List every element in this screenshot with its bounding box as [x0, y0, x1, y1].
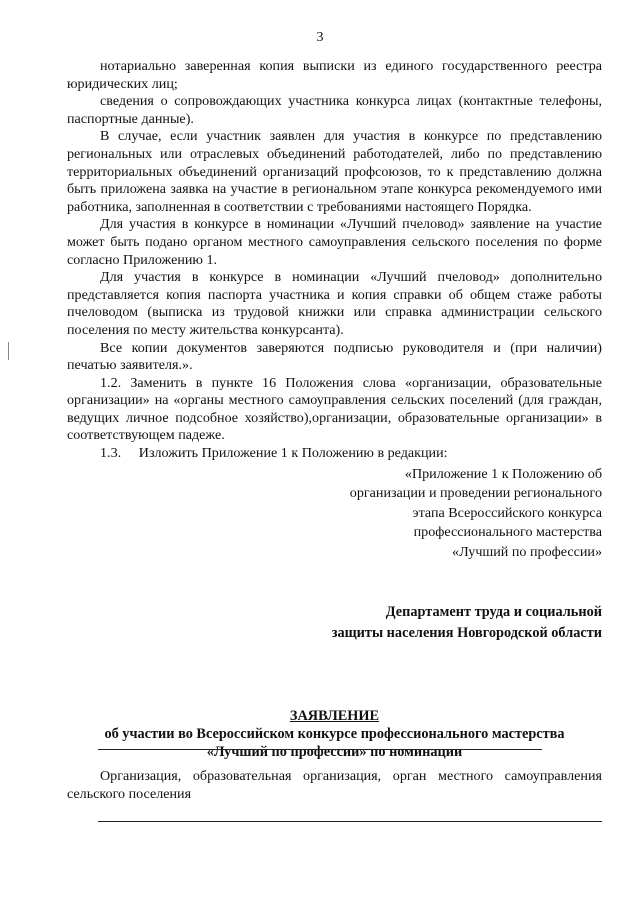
- paragraph-copies-certification: Все копии документов заверяются подписью руководителя и (при наличии) печатью заявителя.».: [67, 339, 602, 374]
- paragraph-beekeeper-documents: Для участия в конкурсе в номинации «Лучший пчеловод» дополнительно представляется копия паспорта участника и копия справки об общем стаже работы пчеловодом (выписка из трудовой книжки или справка администрации сельского поселения по месту жительства конкурсанта).: [67, 269, 602, 338]
- paragraph-item-1-2: 1.2. Заменить в пункте 16 Положения слова «организации, образовательные организации» на «органы местного самоуправления сельских поселений (для граждан, ведущих личное подсобное хозяйство),организации, образовательные организации» в соответствующем падеже.: [67, 374, 602, 444]
- nomination-blank-line: [98, 749, 542, 750]
- organization-blank-line: [98, 821, 602, 822]
- appendix-line: «Лучший по профессии»: [452, 544, 602, 561]
- document-body: [67, 58, 602, 761]
- organization-label: Организация, образовательная организация, орган местного самоуправления сельского поселения: [67, 768, 602, 802]
- statement-heading: [67, 707, 602, 761]
- page-number: 3: [316, 30, 324, 45]
- margin-mark: [8, 342, 9, 360]
- department-line: Департамент труда и социальной: [385, 603, 602, 620]
- paragraph-extract: нотариально заверенная копия выписки из единого государственного реестра юридических лиц;: [67, 58, 602, 92]
- paragraph-employers-submission: В случае, если участник заявлен для участия в конкурсе по представлению региональных или отраслевых объединений работодателей, либо по представлению территориальных объединений организаций профсоюзов, то к представлению должна быть приложена заявка на участие в региональном этапе конкурса рекомендуемого ими работника, заполненная в соответствии с требованиями настоящего Порядка.: [67, 128, 602, 215]
- statement-title: ЗАЯВЛЕНИЕ: [289, 707, 380, 724]
- paragraph-beekeeper-application: Для участия в конкурсе в номинации «Лучший пчеловод» заявление на участие может быть подано органом местного самоуправления сельского поселения по форме согласно Приложению 1.: [67, 216, 602, 268]
- paragraph-companions: сведения о сопровождающих участника конкурса лицах (контактные телефоны, паспортные данные).: [67, 93, 602, 127]
- appendix-line: «Приложение 1 к Положению об: [404, 465, 602, 482]
- organization-field: [67, 768, 602, 803]
- appendix-line: этапа Всероссийского конкурса: [412, 504, 602, 521]
- department-addressee: [67, 602, 602, 644]
- appendix-line: организации и проведении регионального: [349, 485, 602, 502]
- item-1-3-number: 1.3.: [100, 445, 122, 462]
- department-line: защиты населения Новгородской области: [331, 624, 602, 641]
- statement-subtitle-line2: «Лучший по профессии» по номинации: [206, 743, 463, 760]
- appendix-header: [67, 465, 602, 563]
- appendix-line: профессионального мастерства: [413, 524, 602, 541]
- statement-subtitle-line1: об участии во Всероссийском конкурсе профессионального мастерства: [104, 725, 565, 742]
- item-1-3-text: Изложить Приложение 1 к Положению в редакции:: [138, 445, 448, 462]
- paragraph-item-1-3: [67, 445, 602, 463]
